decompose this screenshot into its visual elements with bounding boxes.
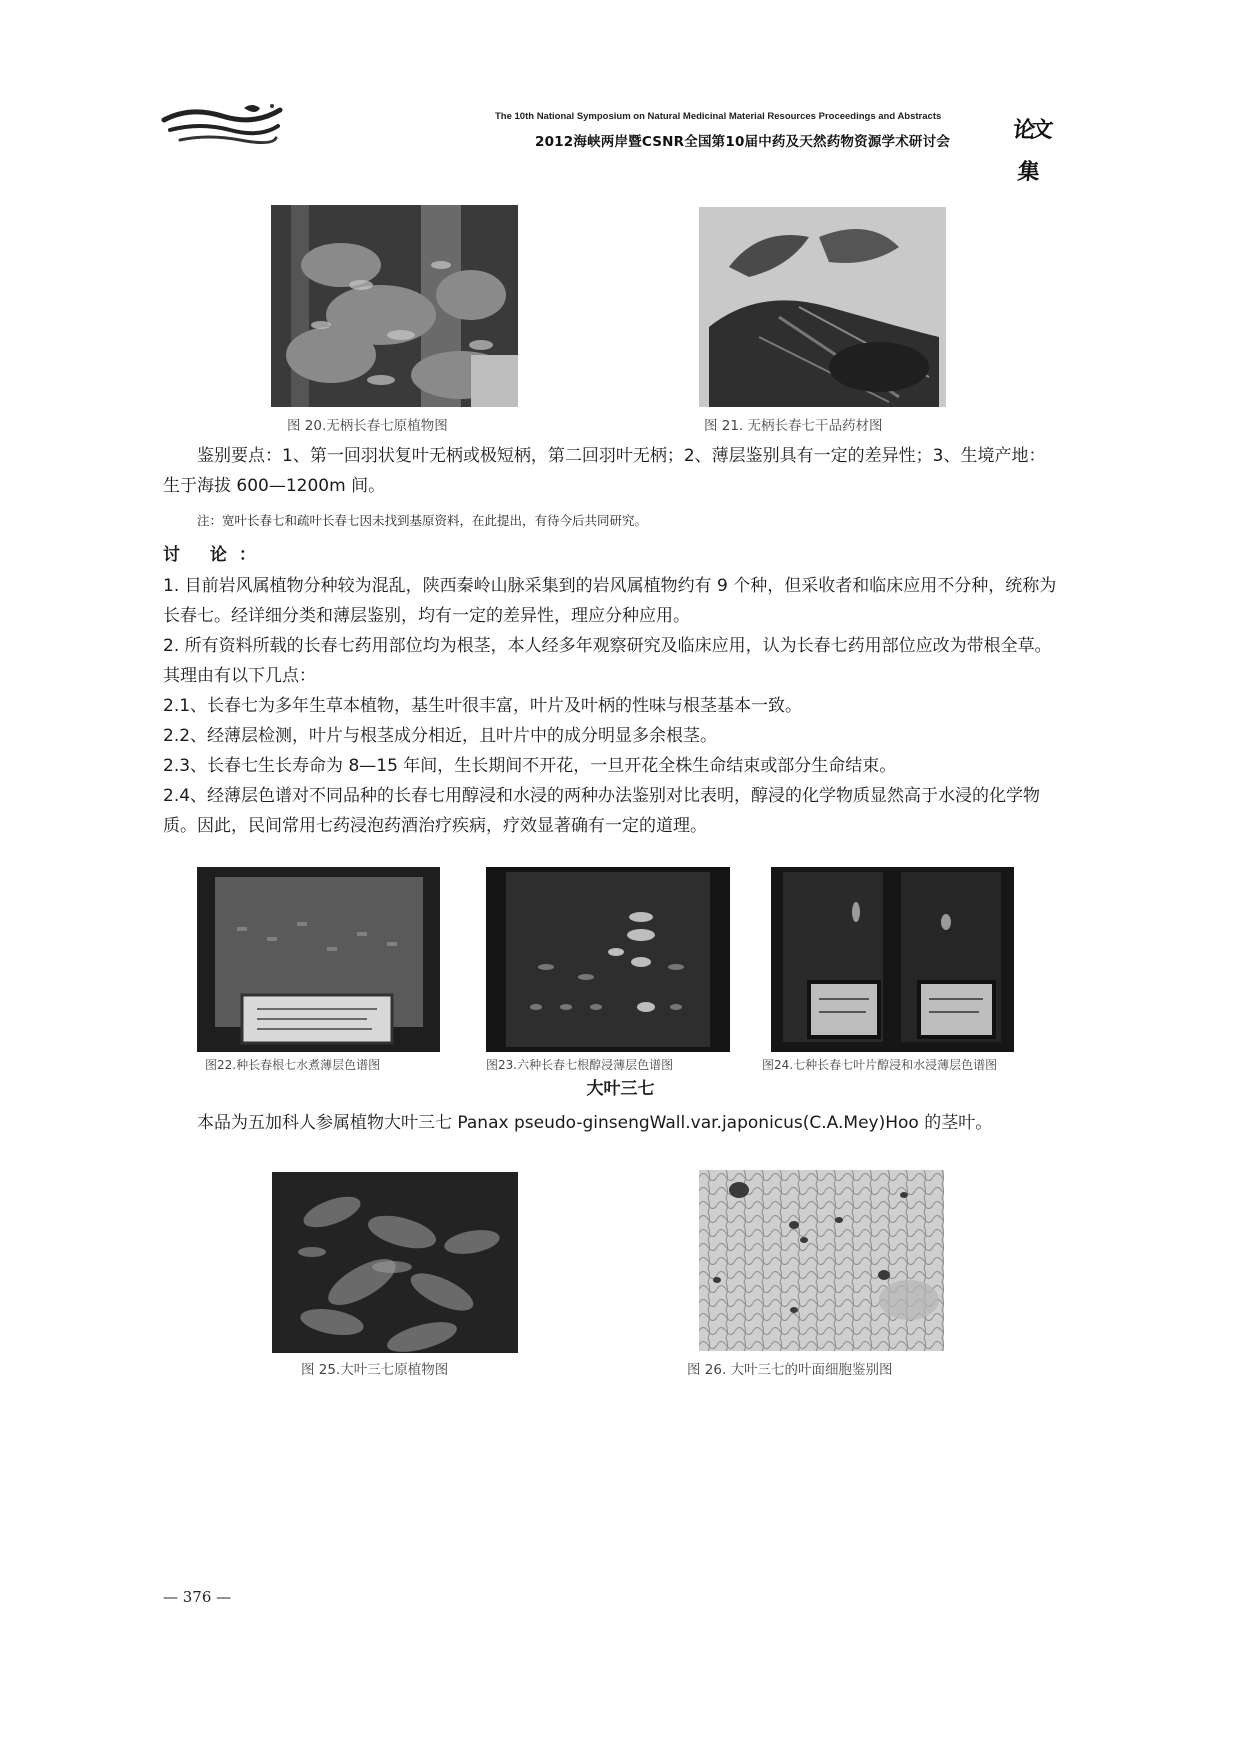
figure-26-microscopy-photo (699, 1170, 944, 1351)
section-title: 大叶三七 (586, 1079, 655, 1099)
figure-23-tlc-photo (486, 867, 730, 1052)
figure-24-caption: 图24.七种长春七叶片醇浸和水浸薄层色谱图 (762, 1058, 998, 1072)
figure-20-caption: 图 20.无柄长春七原植物图 (287, 418, 448, 434)
discussion-item-2-4: 2.4、经薄层色谱对不同品种的长春七用醇浸和水浸的两种办法鉴别对比表明，醇浸的化学物质显然高于水浸的化学物质。因此，民间常用七药浸泡药酒治疗疾病，疗效显著确有一定的道理。 (163, 786, 1041, 836)
figure-24-tlc-photo (771, 867, 1014, 1052)
proceedings-seal: 论文集 (1011, 118, 1051, 185)
figure-20-plant-photo (271, 205, 518, 407)
figure-22-caption: 图22.种长春根七水煮薄层色谱图 (205, 1058, 381, 1072)
header-english-title: The 10th National Symposium on Natural Medicinal Material Resources Proceedings and Abstracts (495, 111, 942, 122)
discussion-heading: 讨 论： (163, 545, 268, 565)
section-paragraph: 本品为五加科人参属植物大叶三七 Panax pseudo-ginsengWall.var.japonicus(C.A.Mey)Hoo 的茎叶。 (197, 1113, 993, 1133)
discussion-item-2-3: 2.3、长春七生长寿命为 8—15 年间，生长期间不开花，一旦开花全株生命结束或部分生命结束。 (163, 756, 897, 776)
figure-23-caption: 图23.六种长春七根醇浸薄层色谱图 (486, 1058, 674, 1072)
conference-logo (160, 100, 290, 148)
discussion-item-2-2: 2.2、经薄层检测，叶片与根茎成分相近，且叶片中的成分明显多余根茎。 (163, 726, 718, 746)
identification-paragraph: 鉴别要点：1、第一回羽状复叶无柄或极短柄，第二回羽叶无柄；2、薄层鉴别具有一定的差异性；3、生境产地：生于海拔 600—1200m 间。 (163, 446, 1046, 496)
figure-25-plant-photo (272, 1172, 518, 1353)
section-body (163, 1108, 1061, 1138)
discussion-item-2: 2. 所有资料所载的长春七药用部位均为根茎，本人经多年观察研究及临床应用，认为长春七药用部位应改为带根全草。其理由有以下几点： (163, 636, 1052, 686)
figure-25-caption: 图 25.大叶三七原植物图 (301, 1362, 449, 1378)
header-chinese-title: 2012海峡两岸暨CSNR全国第10届中药及天然药物资源学术研讨会 (535, 134, 951, 150)
figure-22-tlc-photo (197, 867, 440, 1052)
page-number: — 376 — (163, 1588, 232, 1606)
discussion-body (163, 571, 1061, 841)
figure-21-caption: 图 21. 无柄长春七干品药材图 (704, 418, 883, 434)
discussion-item-1: 1. 目前岩风属植物分种较为混乱，陕西秦岭山脉采集到的岩风属植物约有 9 个种，但采收者和临床应用不分种，统称为长春七。经详细分类和薄层鉴别，均有一定的差异性，理应分种应用。 (163, 576, 1057, 626)
figure-26-caption: 图 26. 大叶三七的叶面细胞鉴别图 (687, 1362, 893, 1378)
identification-section (163, 441, 1061, 501)
figure-21-dried-herb-photo (699, 207, 946, 407)
discussion-item-2-1: 2.1、长春七为多年生草本植物，基生叶很丰富，叶片及叶柄的性味与根茎基本一致。 (163, 696, 803, 716)
identification-note: 注：宽叶长春七和疏叶长春七因未找到基原资料，在此提出，有待今后共同研究。 (197, 513, 648, 528)
